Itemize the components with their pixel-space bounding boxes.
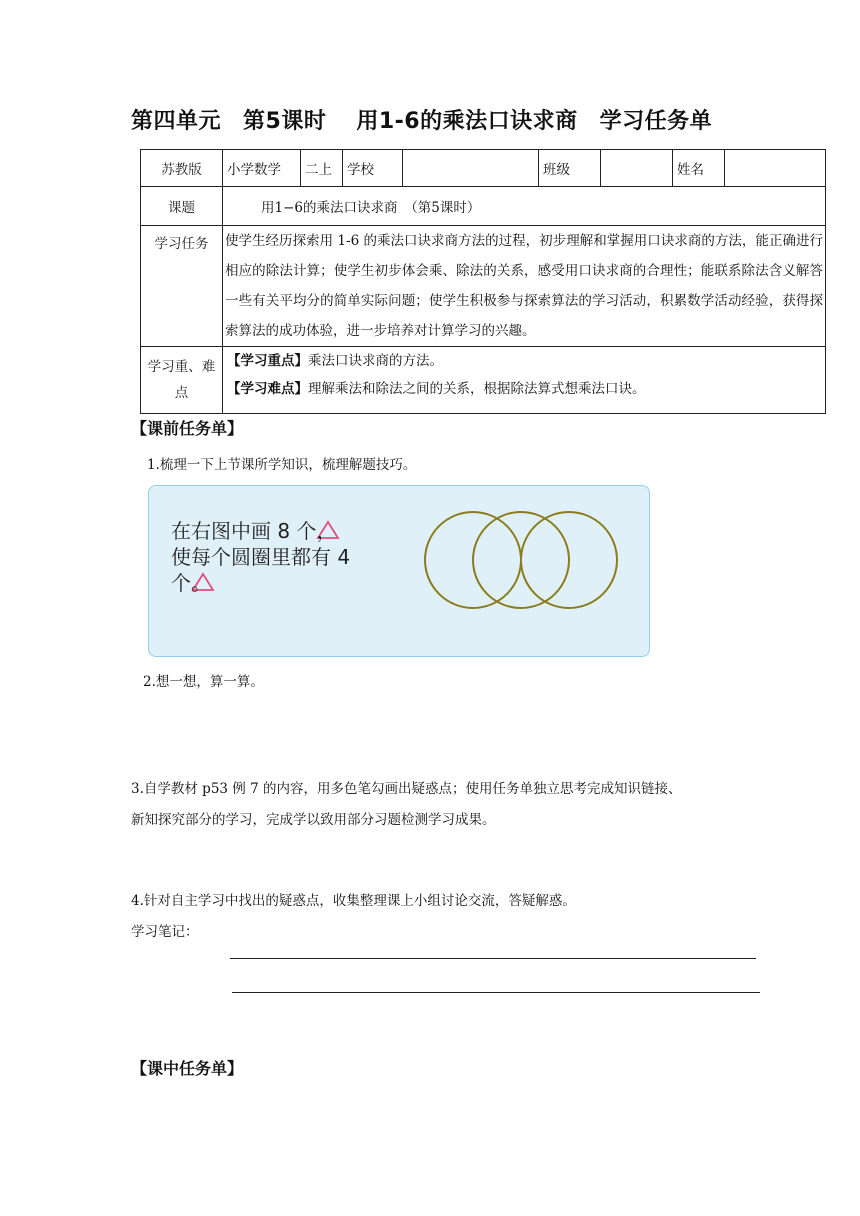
hard-point-tag: 【学习难点】 xyxy=(227,381,308,397)
class-label: 班级 xyxy=(539,150,601,187)
three-circles-diagram xyxy=(421,508,621,612)
panel-line-3: 个。 xyxy=(171,571,211,595)
grade-cell: 二上 xyxy=(301,150,343,187)
notes-line-2[interactable] xyxy=(232,992,760,993)
key-point-text: 乘法口诀求商的方法。 xyxy=(308,353,443,369)
title-unit: 第四单元 xyxy=(131,109,222,134)
topic-value: 用1−6的乘法口诀求商 （第5课时） xyxy=(223,187,826,226)
publisher-cell: 苏教版 xyxy=(141,150,223,187)
school-field[interactable] xyxy=(403,150,539,187)
title-lesson: 第5课时 xyxy=(243,109,327,134)
page-title xyxy=(131,104,712,135)
pre-class-item-3-line-2: 新知探究部分的学习，完成学以致用部分习题检测学习成果。 xyxy=(131,812,496,828)
pre-class-item-4: 4.针对自主学习中找出的疑惑点，收集整理课上小组讨论交流，答疑解惑。 xyxy=(131,893,576,909)
info-table xyxy=(140,149,826,414)
notes-line-1[interactable] xyxy=(230,958,756,959)
hard-point-line xyxy=(227,375,821,403)
title-topic: 用1-6的乘法口诀求商 xyxy=(356,109,578,134)
in-class-heading: 【课中任务单】 xyxy=(131,1059,244,1078)
pre-class-item-3-line-1: 3.自学教材 p53 例 7 的内容，用多色笔勾画出疑惑点；使用任务单独立思考完成知识链接、 xyxy=(131,781,682,797)
class-field[interactable] xyxy=(601,150,673,187)
task-text: 使学生经历探索用 1-6 的乘法口诀求商方法的过程，初步理解和掌握用口诀求商的方法，能正确进行相应的除法计算；使学生初步体会乘、除法的关系，感受用口诀求商的合理性；能联系除法含义解答一些有关平均分的简单实际问题；使学生积极参与探索算法的学习活动，积累数学活动经验，获得探索算法的成功体验，进一步培养对计算学习的兴趣。 xyxy=(223,226,826,347)
name-label: 姓名 xyxy=(673,150,725,187)
pre-class-heading: 【课前任务单】 xyxy=(131,419,244,438)
title-sheet: 学习任务单 xyxy=(599,109,713,134)
panel-line-1: 在右图中画 8 个， xyxy=(171,519,337,543)
panel-instruction xyxy=(171,518,350,596)
key-points xyxy=(223,347,826,414)
pre-class-item-1: 1.梳理一下上节课所学知识，梳理解题技巧。 xyxy=(147,457,417,473)
panel-line-2: 使每个圆圈里都有 4 xyxy=(171,545,351,569)
venn-exercise-panel xyxy=(148,485,650,657)
notes-label: 学习笔记： xyxy=(131,924,199,940)
subject-cell: 小学数学 xyxy=(223,150,301,187)
key-label: 学习重、难点 xyxy=(141,347,223,414)
task-label: 学习任务 xyxy=(141,226,223,347)
pre-class-item-2: 2.想一想，算一算。 xyxy=(143,674,264,690)
school-label: 学校 xyxy=(343,150,403,187)
key-point-line xyxy=(227,347,821,375)
name-field[interactable] xyxy=(725,150,826,187)
hard-point-text: 理解乘法和除法之间的关系，根据除法算式想乘法口诀。 xyxy=(308,381,646,397)
key-point-tag: 【学习重点】 xyxy=(227,353,308,369)
topic-label: 课题 xyxy=(141,187,223,226)
